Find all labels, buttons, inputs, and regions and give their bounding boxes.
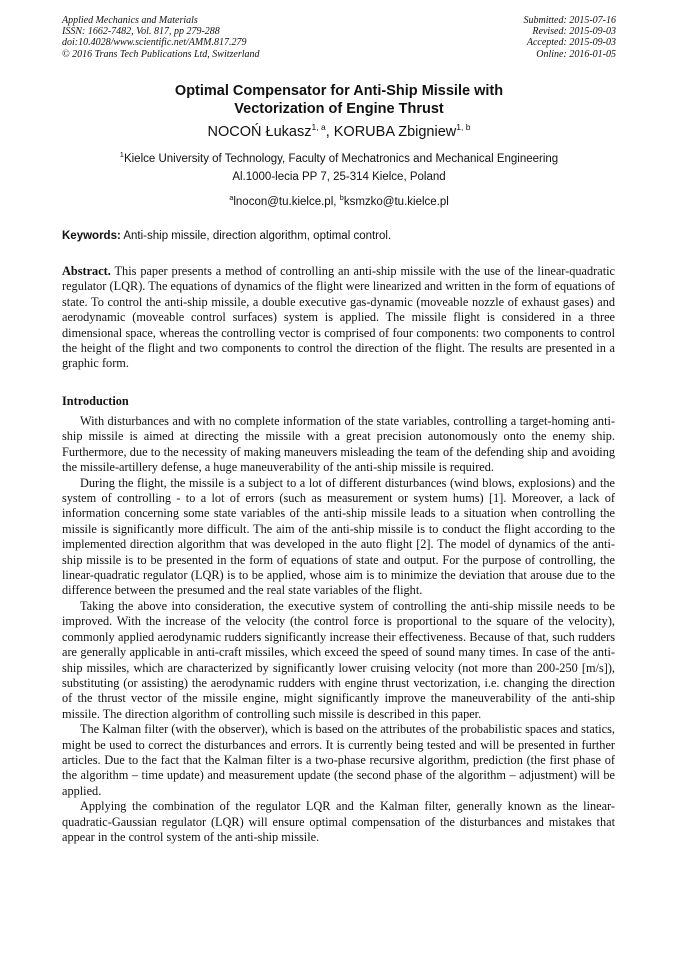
keywords xyxy=(62,230,391,242)
email-b[interactable]: ksmzko@tu.kielce.pl xyxy=(343,196,449,208)
author-1-sup: 1, a xyxy=(311,122,326,132)
paper-title xyxy=(0,82,678,118)
introduction-heading: Introduction xyxy=(62,394,129,408)
keywords-label: Keywords: xyxy=(62,230,121,242)
journal-doi: doi:10.4028/www.scientific.net/AMM.817.279 xyxy=(62,37,247,49)
affiliation-emails xyxy=(0,193,678,208)
intro-paragraph: With disturbances and with no complete information of the state variables, controlling a target-homing anti-ship missile is aimed at directing the missile with a great precision autonomously onto the enemy ship. Furthermore, due to the necessity of making maneuvers misleading the team of the defending ship and avoiding the missile-artillery defense, a huge maneuverability of the anti-ship missile is required. xyxy=(62,414,615,475)
institution-name: Kielce University of Technology, Faculty of Mechatronics and Mechanical Engineering xyxy=(123,153,559,165)
date-online: Online: 2016-01-05 xyxy=(536,48,616,60)
title-line-2: Vectorization of Engine Thrust xyxy=(234,101,444,117)
title-line-1: Optimal Compensator for Anti-Ship Missile with xyxy=(174,83,504,99)
email-b-sup: b xyxy=(339,193,344,202)
affiliation-address: Al.1000-lecia PP 7, 25-314 Kielce, Poland xyxy=(232,171,446,183)
author-1: NOCOŃ Łukasz xyxy=(207,124,312,140)
journal-issn: ISSN: 1662-7482, Vol. 817, pp 279-288 xyxy=(62,26,220,38)
email-separator: , xyxy=(333,196,340,208)
abstract-text: This paper presents a method of controlling an anti-ship missile with the use of the linear-quadratic regulator (LQR). The equations of dynamics of the flight were linearized and written in the form of equations of state. To control the anti-ship missile, a double executive gas-dynamic (moveable nozzle of exhaust gases) and aerodynamic (moveable control surfaces) system is applied. The missile flight is considered in a three dimensional space, whereas the controlling vector is comprised of four components: two components to control the height of the flight and two components to control the direction of the flight. The results are presented in a graphic form. xyxy=(62,264,615,371)
affiliation-institution xyxy=(0,150,678,165)
intro-paragraph: During the flight, the missile is a subject to a lot of different disturbances (wind blows, explosions) and the system of controlling - to a lot of errors (such as measurement or system hums) [1]. Moreover, a lack of information concerning some state variables of the anti-ship missile leads to a situation when controlling the missile is significantly more difficult. The aim of the anti-ship missile is to conduct the flight according to the implemented direction algorithm that was developed in the auto flight [2]. The model of dynamics of the anti-ship missile is to be presented in the form of equations of state and output. For the purpose of controlling, the linear-quadratic regulator (LQR) is to be applied, whose aim is to minimize the deviation that arouse due to the difference between the presumed and the real state variables of the flight. xyxy=(62,475,615,598)
journal-header xyxy=(62,15,260,60)
author-2-sup: 1, b xyxy=(456,122,471,132)
author-2: KORUBA Zbigniew xyxy=(333,124,457,140)
intro-paragraph: The Kalman filter (with the observer), which is based on the attributes of the probabilistic spaces and statics, might be used to correct the disturbances and errors. It is currently being tested and will be presented in further articles. Due to the fact that the Kalman filter is a two-phase recursive algorithm, prediction (the first phase of the algorithm – time update) and measurement update (the second phase of the algorithm – adjustment) will be applied. xyxy=(62,722,615,798)
keywords-text: Anti-ship missile, direction algorithm, optimal control. xyxy=(120,230,392,242)
journal-name: Applied Mechanics and Materials xyxy=(62,15,198,26)
email-a[interactable]: lnocon@tu.kielce.pl xyxy=(233,196,334,208)
dates-header xyxy=(524,15,617,60)
intro-paragraph: Applying the combination of the regulator LQR and the Kalman filter, generally known as the linear-quadratic-Gaussian regulator (LQR) will ensure optimal compensation of the disturbances and mistakes that appear in the control system of the anti-ship missile. xyxy=(62,799,615,844)
abstract xyxy=(62,264,615,372)
author-separator: , xyxy=(325,124,334,140)
abstract-label: Abstract. xyxy=(62,264,111,278)
date-accepted: Accepted: 2015-09-03 xyxy=(526,37,616,49)
introduction-body xyxy=(62,414,615,845)
journal-copyright: © 2016 Trans Tech Publications Ltd, Switzerland xyxy=(62,48,260,60)
email-a-sup: a xyxy=(229,193,234,202)
date-revised: Revised: 2015-09-03 xyxy=(532,26,616,38)
affiliation-sup: 1 xyxy=(119,150,124,159)
date-submitted: Submitted: 2015-07-16 xyxy=(523,15,616,26)
authors-line xyxy=(0,122,678,140)
intro-paragraph: Taking the above into consideration, the executive system of controlling the anti-ship missile needs to be improved. With the increase of the velocity (the control force is proportional to the square of the velocity), commonly applied aerodynamic rudders significantly increase their effectiveness. Because of that, such rudders are generally applicable in anti-craft missiles, which exceed the speed of sound many times. In case of the anti-ship missiles, which are characterized by significantly lower cruising velocity (not more than 200-250 [m/s]), substituting (or assisting) the aerodynamic rudders with engine thrust vectorization, i.e. changing the direction of the thrust vector of the missile engine, might significantly improve the maneuverability of the anti-ship missile. The direction algorithm of controlling such missile is described in this paper. xyxy=(62,598,615,721)
